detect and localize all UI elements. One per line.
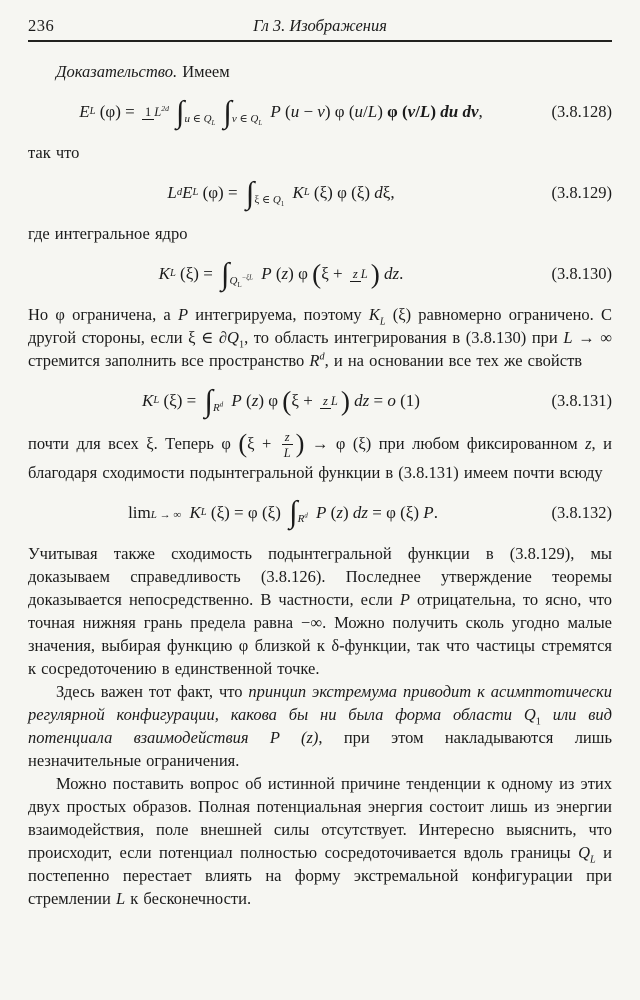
paragraph-where-kernel: где интегральное ядро: [28, 224, 188, 243]
equation-129-body: L d E L (φ) = ∫ξ ∈ $Q_1$ K L (ξ) φ (ξ) d ξ,: [167, 174, 395, 210]
equation-128-body: E L (φ) = 1 $L^{2d}$ ∫u ∈ $Q_L$ ∫v ∈ $Q_L$ P ( u − v ) φ ( u / L ) φ ( v / L ) du dv ,: [79, 93, 483, 129]
equation-3-8-132: [28, 491, 612, 535]
equation-128-number: (3.8.128): [551, 102, 612, 121]
paragraph-so-that: так что: [28, 143, 80, 162]
equation-131-body: K L (ξ) = $\int R^d$ P ( z ) φ ( ξ + z L ) dz = o (1): [142, 382, 420, 418]
paragraph-bounded: Но φ ограничена, а P интегрируема, поэтому $K_L$ (ξ) равномерно ограничено. С другой стороны, если ξ ∈ $\partial Q_1$, то область интегрирования в (3.8.130) при L → ∞ стремится заполнить все пространство $R^d$, и на основании все тех же свойств: [28, 305, 613, 370]
header-rule: [28, 40, 612, 42]
page-number: 236: [28, 16, 55, 35]
equation-3-8-129: [28, 171, 612, 215]
paragraph-can-question: Можно поставить вопрос об истинной причине тенденции к одному из этих двух простых образов. Полная потенциальная энергия состоит лишь из энергии взаимодействия, поле внешней силы отсутствует. Интересно выяснить, что происходит, если потенциал полностью сосредоточивается вдоль границы $Q_L$ и постепенно перестает влиять на форму экстремальной конфигурации при стремлении L к бесконечности.: [28, 773, 612, 908]
equation-132-body: limL → ∞ K L (ξ) = φ (ξ) $\int R^d$ P ( z ) dz = φ (ξ) P .: [128, 494, 438, 530]
paragraph-proof-intro: Доказательство. Имеем: [56, 62, 230, 81]
paragraph-considering: Учитывая также сходимость подынтегральной функции в (3.8.129), мы доказываем справедливость (3.8.126). Последнее утверждение теоремы доказывается непосредственно. В частности, если P отрицательна, то ясно, что точная нижняя грань предела равна −∞. Можно получить сколь угодно малые значения, выбирая функцию φ близкой к δ-функции, так что частицы стремятся к сосредоточению в единственной точке.: [28, 543, 612, 678]
equation-130-body: K L (ξ) = $\int Q_L^{-\xi L}$ P ( z ) φ ( ξ + z L ) dz .: [158, 255, 404, 291]
equation-132-number: (3.8.132): [551, 502, 612, 522]
equation-3-8-131: [28, 379, 612, 423]
paragraph-here-important: Здесь важен тот факт, что принцип экстремума приводит к асимптотически регулярной конфигурации, какова бы ни была форма области $Q_1$ или вид потенциала взаимодействия P (z), при этом накладываются лишь незначительные ограничения.: [28, 681, 612, 770]
page-header: [28, 16, 612, 36]
paragraph-almost-all: почти для всех ξ. Теперь φ (ξ + $\frac{z}{L}$ ) → φ (ξ) при любом фиксированном z, и благодаря сходимости подынтегральной функции в (3.8.131) имеем почти всюду: [28, 427, 612, 482]
equation-131-number: (3.8.131): [551, 391, 612, 410]
equation-3-8-128: [28, 90, 612, 134]
equation-130-number: (3.8.130): [551, 264, 612, 283]
equation-3-8-130: [28, 252, 612, 296]
running-title: Гл 3. Изображения: [253, 16, 387, 35]
equation-129-number: (3.8.129): [551, 183, 612, 202]
